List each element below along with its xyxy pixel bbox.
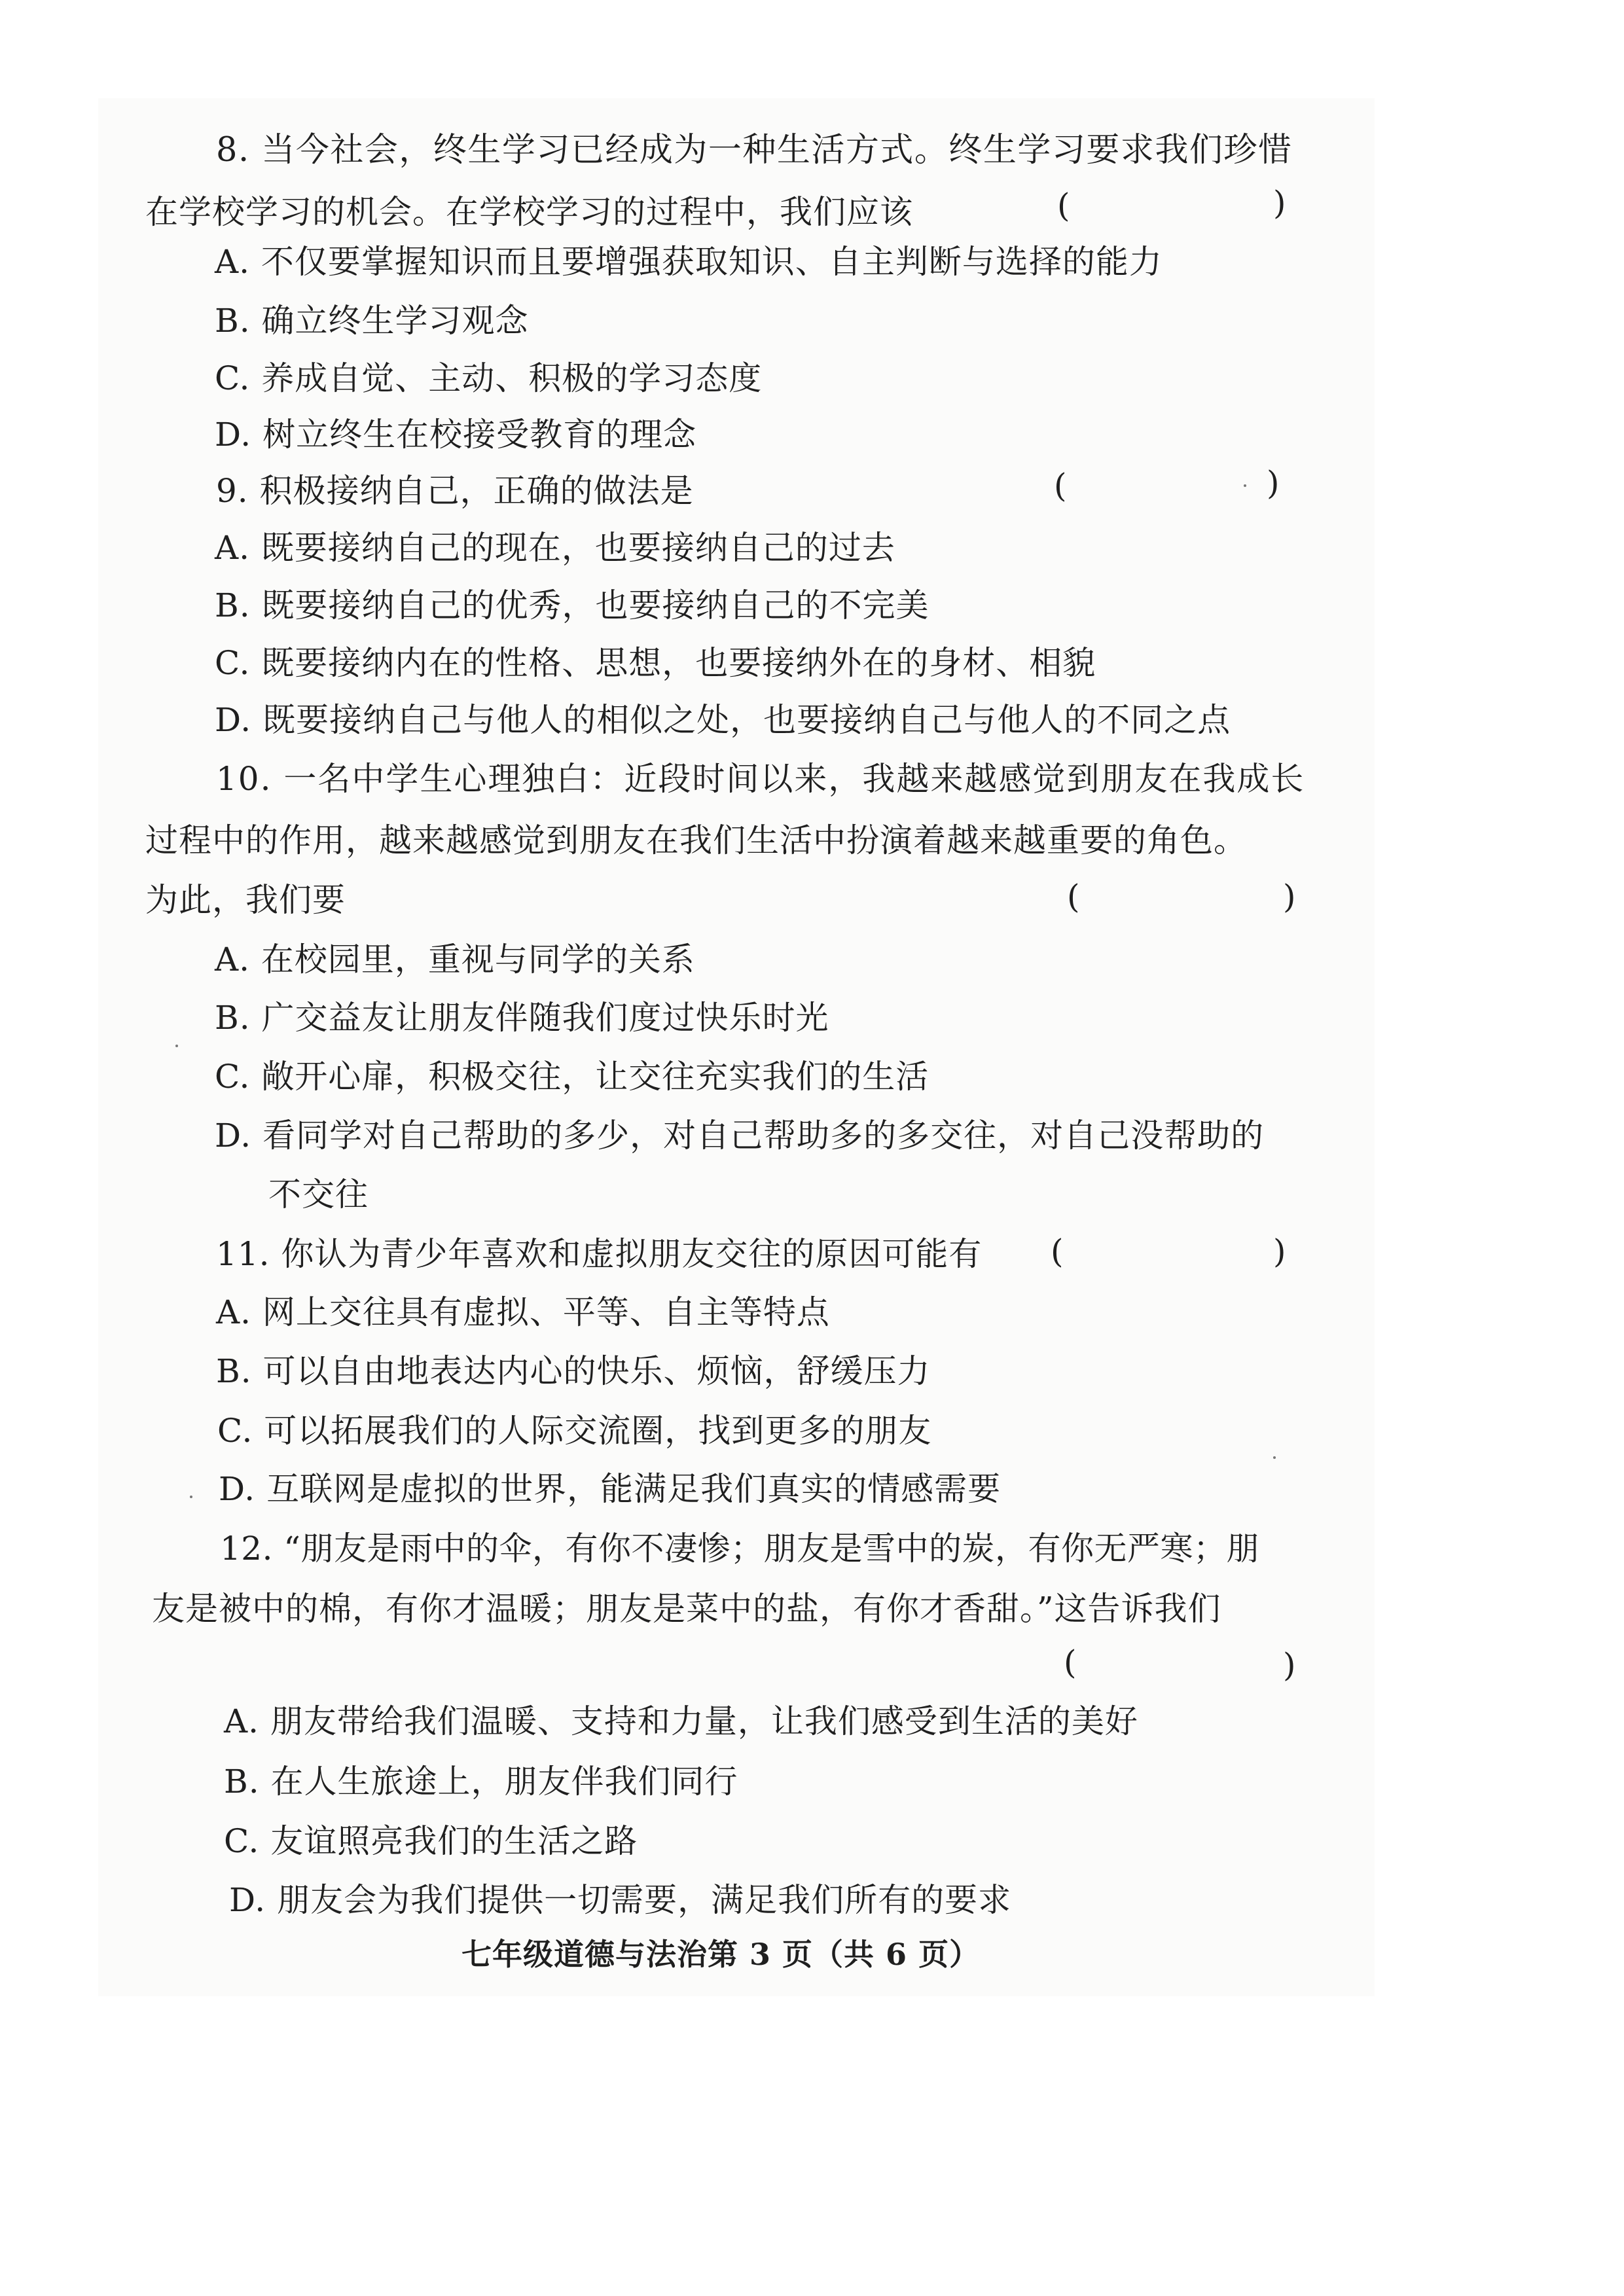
question-11-answer-close: ): [1273, 1232, 1286, 1270]
question-10-stem-line-3: 为此，我们要: [145, 881, 346, 919]
question-12-option-b: B. 在人生旅途上，朋友伴我们同行: [224, 1763, 738, 1801]
question-12-option-d: D. 朋友会为我们提供一切需要，满足我们所有的要求: [229, 1881, 1012, 1919]
question-8-answer-open: (: [1057, 187, 1070, 224]
question-9-option-d: D. 既要接纳自己与他人的相似之处，也要接纳自己与他人的不同之点: [215, 701, 1231, 739]
question-11-stem: 11. 你认为青少年喜欢和虚拟朋友交往的原因可能有: [216, 1235, 983, 1273]
question-9-answer-open: (: [1054, 467, 1067, 505]
question-10-stem-line-2: 过程中的作用，越来越感觉到朋友在我们生活中扮演着越来越重要的角色。: [145, 821, 1247, 859]
question-10-option-d-line-1: D. 看同学对自己帮助的多少，对自己帮助多的多交往，对自己没帮助的: [215, 1117, 1265, 1155]
question-8-stem-line-2: 在学校学习的机会。在学校学习的过程中，我们应该: [145, 193, 913, 231]
question-12-stem-line-2: 友是被中的棉，有你才温暖；朋友是菜中的盐，有你才香甜。”这告诉我们: [152, 1590, 1221, 1628]
question-10-answer-open: (: [1067, 878, 1080, 916]
question-11-option-d: D. 互联网是虚拟的世界，能满足我们真实的情感需要: [219, 1470, 1001, 1508]
question-12-answer-close: ): [1283, 1646, 1296, 1684]
question-10-option-b: B. 广交益友让朋友伴随我们度过快乐时光: [215, 999, 829, 1037]
scan-speck: [175, 1045, 178, 1047]
question-12-stem-line-1: 12. “朋友是雨中的伞，有你不凄惨；朋友是雪中的炭，有你无严寒；朋: [220, 1530, 1259, 1568]
question-8-option-c: C. 养成自觉、主动、积极的学习态度: [215, 359, 763, 397]
scan-speck: [190, 1496, 192, 1498]
question-11-answer-open: (: [1051, 1232, 1064, 1270]
question-12-option-c: C. 友谊照亮我们的生活之路: [224, 1822, 638, 1860]
question-11-option-b: B. 可以自由地表达内心的快乐、烦恼，舒缓压力: [216, 1352, 931, 1390]
question-9-option-b: B. 既要接纳自己的优秀，也要接纳自己的不完美: [215, 586, 929, 624]
question-9-stem: 9. 积极接纳自己，正确的做法是: [216, 472, 694, 510]
question-8-option-d: D. 树立终生在校接受教育的理念: [215, 416, 697, 454]
question-8-stem-line-1: 8. 当今社会，终生学习已经成为一种生活方式。终生学习要求我们珍惜: [216, 131, 1293, 170]
question-11-option-a: A. 网上交往具有虚拟、平等、自主等特点: [216, 1293, 830, 1331]
question-10-option-a: A. 在校园里，重视与同学的关系: [215, 941, 695, 978]
question-10-answer-close: ): [1283, 878, 1296, 916]
question-11-option-c: C. 可以拓展我们的人际交流圈，找到更多的朋友: [217, 1412, 932, 1450]
question-8-option-b: B. 确立终生学习观念: [215, 302, 529, 340]
question-9-option-c: C. 既要接纳内在的性格、思想，也要接纳外在的身材、相貌: [215, 644, 1096, 682]
question-8-option-a: A. 不仅要掌握知识而且要增强获取知识、自主判断与选择的能力: [215, 243, 1163, 281]
scan-speck: [1273, 1456, 1276, 1459]
question-10-stem-line-1: 10. 一名中学生心理独白：近段时间以来，我越来越感觉到朋友在我成长: [216, 760, 1305, 798]
question-12-option-a: A. 朋友带给我们温暖、支持和力量，让我们感受到生活的美好: [224, 1702, 1138, 1740]
question-12-answer-open: (: [1064, 1643, 1077, 1681]
question-8-answer-close: ): [1273, 184, 1286, 222]
question-10-option-c: C. 敞开心扉，积极交往，让交往充实我们的生活: [215, 1058, 929, 1096]
page-footer: 七年级道德与法治第 3 页（共 6 页）: [461, 1937, 981, 1972]
scan-speck: [1244, 484, 1246, 487]
question-10-option-d-line-2: 不交往: [268, 1175, 369, 1213]
question-9-answer-close: ): [1267, 464, 1280, 502]
question-9-option-a: A. 既要接纳自己的现在，也要接纳自己的过去: [215, 529, 895, 567]
